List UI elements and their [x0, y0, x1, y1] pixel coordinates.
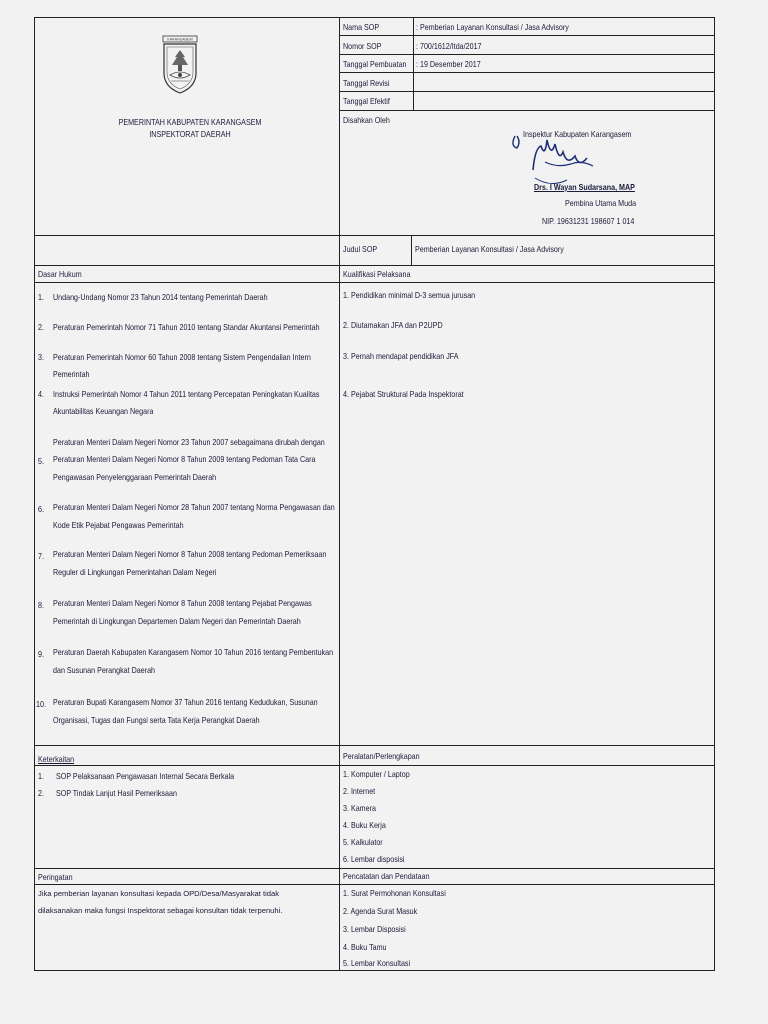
list-item-number: 5.	[38, 456, 44, 466]
judul-sop-value: Pemberian Layanan Konsultasi / Jasa Advisory	[415, 244, 564, 254]
tanggal-pembuatan-label: Tanggal Pembuatan	[343, 59, 407, 69]
list-item: 4. Buku Tamu	[343, 942, 387, 952]
disahkan-oleh-label: Disahkan Oleh	[343, 115, 390, 125]
peringatan-header: Peringatan	[38, 872, 73, 882]
section-line	[34, 235, 715, 236]
outer-border-top	[34, 17, 715, 18]
nama-sop-label: Nama SOP	[343, 22, 380, 32]
outer-border-bottom	[34, 970, 715, 971]
tanggal-revisi-label: Tanggal Revisi	[343, 78, 390, 88]
list-item: 1. Komputer / Laptop	[343, 769, 410, 779]
list-item-continued: Reguler di Lingkungan Pemerintahan Dalam Negeri	[53, 567, 217, 577]
list-item-number: 8.	[38, 600, 44, 610]
list-item-number: 4.	[38, 389, 44, 399]
section-line	[34, 765, 715, 766]
signer-title: Inspektur Kabupaten Karangasem	[523, 129, 632, 139]
karangasem-crest-icon	[161, 35, 199, 95]
meta-row-line	[339, 110, 715, 111]
peralatan-header: Peralatan/Perlengkapan	[343, 751, 420, 761]
list-item-number: 10.	[36, 699, 46, 709]
kualifikasi-header: Kualifikasi Pelaksana	[343, 269, 411, 279]
list-item: Peraturan Menteri Dalam Negeri Nomor 28 Tahun 2007 tentang Norma Pengawasan dan	[53, 502, 335, 512]
list-item: SOP Pelaksanaan Pengawasan Internal Secara Berkala	[56, 771, 235, 781]
list-item: 6. Lembar disposisi	[343, 854, 405, 864]
meta-row-line	[339, 54, 715, 55]
crest-banner-text: KARANGASEM	[167, 37, 193, 42]
list-item-continued: dan Susunan Perangkat Daerah	[53, 665, 156, 675]
column-divider	[339, 17, 340, 970]
tanggal-pembuatan-value: : 19 Desember 2017	[416, 59, 481, 69]
list-item: 3. Pernah mendapat pendidikan JFA	[343, 351, 459, 361]
judul-divider	[411, 235, 412, 265]
list-item: Peraturan Bupati Karangasem Nomor 37 Tahun 2016 tentang Kedudukan, Susunan	[53, 697, 318, 707]
peringatan-text: Jika pemberian layanan konsultasi kepada OPD/Desa/Masyarakat tidak dilaksanakan maka fungsi Inspektorat sebagai konsultan tidak terpenuhi.	[38, 889, 283, 915]
list-item: 2. Agenda Surat Masuk	[343, 906, 418, 916]
meta-row-line	[339, 35, 715, 36]
list-item: 4. Buku Kerja	[343, 820, 386, 830]
list-item: Peraturan Daerah Kabupaten Karangasem Nomor 10 Tahun 2016 tentang Pembentukan	[53, 647, 334, 657]
org-name-line1: PEMERINTAH KABUPATEN KARANGASEM	[118, 117, 262, 127]
list-item-continued: Organisasi, Tugas dan Fungsi serta Tata Kerja Perangkat Daerah	[53, 715, 260, 725]
list-item: Undang-Undang Nomor 23 Tahun 2014 tentang Pemerintah Daerah	[53, 292, 268, 302]
list-item-number: 7.	[38, 551, 44, 561]
list-item-continued: Pemerintah	[53, 369, 90, 379]
outer-border-left	[34, 17, 35, 970]
signer-name: Drs. I Wayan Sudarsana, MAP	[534, 182, 635, 192]
list-item: 3. Kamera	[343, 803, 376, 813]
list-item: SOP Tindak Lanjut Hasil Pemeriksaan	[56, 788, 177, 798]
nomor-sop-value: : 700/1612/Itda/2017	[416, 41, 482, 51]
section-line	[34, 868, 715, 869]
meta-row-line	[339, 91, 715, 92]
outer-border-right	[714, 17, 715, 970]
list-item: Peraturan Menteri Dalam Negeri Nomor 8 Tahun 2009 tentang Pedoman Tata Cara	[53, 454, 316, 464]
signer-rank: Pembina Utama Muda	[565, 198, 637, 208]
judul-sop-label: Judul SOP	[343, 244, 378, 254]
list-item: Peraturan Pemerintah Nomor 71 Tahun 2010 tentang Standar Akuntansi Pemerintah	[53, 322, 320, 332]
nomor-sop-label: Nomor SOP	[343, 41, 382, 51]
list-item: 1. Pendidikan minimal D-3 semua jurusan	[343, 290, 476, 300]
list-item: 3. Lembar Disposisi	[343, 924, 406, 934]
meta-row-line	[339, 72, 715, 73]
dasar-hukum-header: Dasar Hukum	[38, 269, 82, 279]
section-line	[34, 745, 715, 746]
list-item-continued: Pemerintah di Lingkungan Departemen Dalam Negeri dan Pemerintah Daerah	[53, 616, 301, 626]
list-item-continued: Akuntabilitas Keuangan Negara	[53, 406, 154, 416]
list-item-number: 2.	[38, 322, 44, 332]
pencatatan-header: Pencatatan dan Pendataan	[343, 871, 430, 881]
list-item: Peraturan Menteri Dalam Negeri Nomor 8 Tahun 2008 tentang Pedoman Pemeriksaan	[53, 549, 327, 559]
list-item: 4. Pejabat Struktural Pada Inspektorat	[343, 389, 464, 399]
list-item-number: 1.	[38, 292, 44, 302]
org-name-line2: INSPEKTORAT DAERAH	[149, 129, 231, 139]
list-item: 2. Diutamakan JFA dan P2UPD	[343, 320, 443, 330]
signer-nip: NIP. 19631231 198607 1 014	[542, 216, 635, 226]
list-item-number: 2.	[38, 788, 44, 798]
list-item-number: 3.	[38, 352, 44, 362]
meta-value-divider	[413, 17, 414, 110]
list-item: Peraturan Menteri Dalam Negeri Nomor 23 Tahun 2007 sebagaimana dirubah dengan	[53, 437, 325, 447]
keterkaitan-header: Keterkaitan	[38, 754, 75, 764]
list-item: 1. Surat Permohonan Konsultasi	[343, 888, 446, 898]
list-item-number: 1.	[38, 771, 44, 781]
list-item-number: 6.	[38, 504, 44, 514]
nama-sop-value: : Pemberian Layanan Konsultasi / Jasa Advisory	[416, 22, 569, 32]
section-line	[34, 282, 715, 283]
list-item: 2. Internet	[343, 786, 376, 796]
list-item: 5. Lembar Konsultasi	[343, 958, 411, 968]
list-item: 5. Kalkulator	[343, 837, 383, 847]
list-item: Peraturan Pemerintah Nomor 60 Tahun 2008 tentang Sistem Pengendalian Intern	[53, 352, 311, 362]
list-item: Peraturan Menteri Dalam Negeri Nomor 8 Tahun 2008 tentang Pejabat Pengawas	[53, 598, 312, 608]
list-item-number: 9.	[38, 649, 44, 659]
list-item-continued: Pengawasan Penyelenggaraan Pemerintah Daerah	[53, 472, 217, 482]
list-item-continued: Kode Etik Pejabat Pengawas Pemerintah	[53, 520, 184, 530]
list-item: Instruksi Pemerintah Nomor 4 Tahun 2011 tentang Percepatan Peningkatan Kualitas	[53, 389, 320, 399]
section-line	[34, 265, 715, 266]
tanggal-efektif-label: Tanggal Efektif	[343, 96, 390, 106]
